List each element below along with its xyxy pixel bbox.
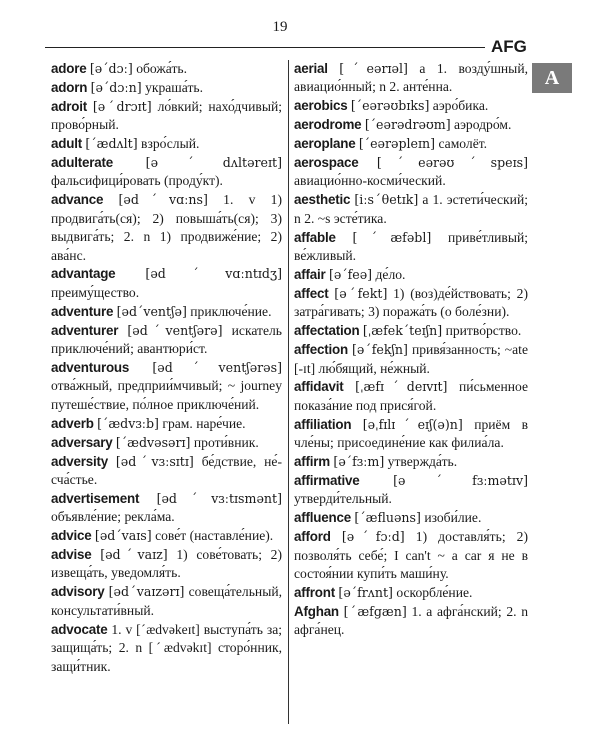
entry-definition: 1. a афга́нский; 2. n афга́нец.: [294, 603, 528, 638]
entry-definition: взро́слый.: [141, 136, 200, 152]
dictionary-entry: [294, 285, 528, 322]
letter-tab: A: [532, 63, 572, 93]
entry-transcription: [ədˊvɜːsɪtɪ]: [115, 453, 194, 469]
dictionary-entry: [51, 415, 282, 433]
column-divider: [288, 60, 289, 724]
entry-transcription: [əˊfɜːm]: [333, 454, 385, 470]
entry-transcription: [ˊeərəʊˊspeɪs]: [376, 155, 529, 171]
page-number: 19: [272, 19, 288, 35]
entry-transcription: [əˊdɔːn]: [90, 79, 142, 95]
dictionary-entry: [51, 79, 282, 97]
header-rule: [45, 47, 485, 48]
entry-definition: отва́жный, предприи́мчивый; ~ journey путеше́ствие, по́лное приключе́ний.: [51, 378, 282, 412]
entry-headword: affirm: [294, 454, 331, 470]
left-column: [51, 60, 282, 676]
entry-headword: affirmative: [294, 472, 360, 488]
entry-transcription: [ədˊvɑːntɪdʒ]: [145, 266, 282, 282]
entry-definition: утвержда́ть.: [387, 454, 458, 470]
right-column: [294, 60, 528, 640]
entry-transcription: [əˊfɔːd]: [341, 529, 405, 545]
entry-headword: afford: [294, 529, 331, 545]
dictionary-entry: [294, 453, 528, 471]
entry-transcription: [ˊæfluəns]: [354, 510, 421, 526]
entry-definition: ло́вкий; нахо́дчивый; прово́рный.: [51, 98, 282, 133]
entry-headword: adversity: [51, 453, 109, 469]
dictionary-entry: [51, 527, 282, 545]
dictionary-entry: [51, 434, 282, 452]
entry-definition: 1) сове́товать; 2) извеща́ть, уведомля́ть.: [51, 547, 282, 581]
entry-headword: adult: [51, 136, 82, 152]
entry-definition: a 1. эстети́ческий; n 2. ~s эсте́тика.: [294, 192, 528, 226]
entry-headword: adroit: [51, 98, 87, 114]
entry-headword: aerodrome: [294, 117, 362, 133]
entry-transcription: [əˊdɔː]: [89, 61, 133, 76]
entry-headword: adversary: [51, 434, 113, 450]
entry-transcription: [ədˊventʃə]: [116, 303, 187, 319]
dictionary-entry: [51, 60, 282, 78]
entry-headword: affront: [294, 584, 335, 600]
entry-definition: самолёт.: [438, 136, 488, 152]
dictionary-entry: [294, 584, 528, 602]
dictionary-entry: [51, 621, 282, 676]
entry-headword: adverb: [51, 415, 94, 431]
entry-headword: adore: [51, 61, 87, 76]
entry-transcription: [əˊfrʌnt]: [338, 584, 393, 600]
entry-headword: adorn: [51, 79, 88, 95]
entry-headword: affable: [294, 229, 336, 245]
entry-definition: притво́рство.: [445, 323, 522, 339]
entry-headword: aerobics: [294, 98, 348, 114]
dictionary-entry: [294, 154, 528, 191]
entry-definition: пи́сьменное показа́ние под прися́гой.: [294, 379, 528, 413]
entry-headword: adulterate: [51, 155, 113, 171]
entry-definition: сове́т (наставле́ние).: [155, 528, 274, 544]
entry-transcription: [əˊfekt]: [334, 285, 388, 301]
dictionary-entry: [51, 154, 282, 191]
entry-transcription: [əˊdʌltəreɪt]: [145, 155, 283, 171]
entry-transcription: [ˊæfgæn]: [343, 603, 407, 619]
entry-transcription: [əˌfɪlɪˊeɪʃ(ə)n]: [362, 416, 463, 432]
dictionary-entry: [51, 265, 282, 302]
entry-headword: advertisement: [51, 490, 140, 506]
dictionary-entry: [294, 97, 528, 115]
entry-headword: affection: [294, 342, 348, 358]
entry-transcription: [ədˊventʃərəs]: [152, 360, 283, 375]
entry-headword: adventure: [51, 303, 114, 319]
dictionary-entry: [294, 509, 528, 527]
dictionary-entry: [51, 453, 282, 490]
entry-headword: aerospace: [294, 155, 359, 171]
entry-headword: advance: [51, 192, 104, 208]
dictionary-entry: [51, 546, 282, 583]
dictionary-entry: [294, 60, 528, 97]
entry-headword: aesthetic: [294, 192, 351, 208]
dictionary-entry: [294, 378, 528, 415]
dictionary-entry: [294, 528, 528, 583]
entry-definition: 1) (воз)де́йствовать; 2) затра́гивать; 3) поража́ть (о боле́зни).: [294, 285, 528, 320]
entry-headword: advise: [51, 547, 92, 563]
entry-transcription: [ədˊvaɪs]: [94, 528, 152, 544]
entry-headword: aerial: [294, 61, 328, 76]
entry-transcription: [ˊædvɜːb]: [97, 415, 159, 431]
entry-headword: affidavit: [294, 379, 344, 395]
entry-definition: приключе́ние.: [190, 303, 272, 319]
entry-transcription: [ədˊvɜːtɪsmənt]: [156, 490, 282, 506]
entry-transcription: [ədˊvaɪzərɪ]: [108, 584, 185, 600]
entry-definition: оскорбле́ние.: [396, 584, 473, 600]
dictionary-entry: [294, 416, 528, 453]
dictionary-entry: [51, 322, 282, 359]
guide-word: AFG: [491, 37, 527, 56]
entry-transcription: [ədˊvaɪz]: [100, 547, 168, 563]
dictionary-entry: [294, 116, 528, 134]
entry-transcription: [ˌæfekˊteɪʃn]: [362, 323, 443, 339]
entry-definition: объявле́ние; рекла́ма.: [51, 509, 175, 525]
dictionary-entry: [51, 135, 282, 153]
entry-headword: affectation: [294, 323, 360, 339]
entry-transcription: [iːsˊθetɪk]: [354, 192, 419, 208]
entry-headword: affair: [294, 266, 326, 282]
dictionary-entry: [51, 359, 282, 414]
entry-definition: де́ло.: [375, 266, 406, 282]
entry-headword: affluence: [294, 510, 351, 526]
entry-transcription: [ədˊventʃərə]: [127, 322, 223, 338]
entry-definition: 1. v [ˊædvəkeɪt] выступа́ть за; защища́ть; 2. n [ˊædvəkɪt] сторо́нник, защи́тник.: [51, 621, 282, 674]
entry-definition: аэродро́м.: [454, 117, 512, 133]
entry-transcription: [ˊeərəʊbɪks]: [350, 98, 430, 114]
dictionary-entry: [51, 583, 282, 620]
entry-headword: advantage: [51, 266, 116, 282]
dictionary-entry: [294, 135, 528, 153]
entry-definition: привя́занность; ~ate [-ɪt] лю́бящий, не́жный.: [294, 342, 528, 376]
entry-transcription: [əˊdrɔɪt]: [92, 98, 152, 114]
entry-headword: affect: [294, 285, 329, 301]
dictionary-entry: [294, 191, 528, 228]
entry-definition: бе́дствие, не́-сча́стье.: [51, 453, 282, 487]
entry-transcription: [əˊfɜːmətɪv]: [393, 472, 528, 488]
entry-definition: фальсифици́ровать (проду́кт).: [51, 173, 223, 189]
entry-transcription: [əˊfeə]: [328, 266, 373, 282]
entry-definition: приве́тливый; ве́жливый.: [294, 229, 528, 264]
entry-headword: affiliation: [294, 416, 352, 432]
entry-headword: advisory: [51, 584, 105, 600]
entry-definition: 1. v 1) продвига́ть(ся); 2) повыша́ть(ся); 3) выдвига́ть; 2. n 1) продвиже́ние; 2) ава́нс.: [51, 192, 282, 263]
dictionary-entry: [294, 341, 528, 378]
entry-headword: Afghan: [294, 603, 339, 619]
dictionary-entry: [51, 98, 282, 135]
dictionary-entry: [51, 303, 282, 321]
entry-definition: совеща́тельный, консультати́вный.: [51, 584, 282, 618]
entry-definition: аэро́бика.: [432, 98, 489, 114]
dictionary-entry: [51, 490, 282, 527]
entry-transcription: [ˊæfəbl]: [352, 229, 432, 245]
dictionary-entry: [294, 322, 528, 340]
entry-transcription: [ˊædʌlt]: [85, 136, 138, 152]
dictionary-entry: [294, 603, 528, 640]
dictionary-entry: [294, 472, 528, 509]
entry-definition: 1) доставля́ть; 2) позволя́ть себе́; I can't ~ a car я не в состоя́нии купи́ть маши́ну.: [294, 529, 528, 581]
entry-transcription: [əˊfekʃn]: [351, 342, 408, 358]
entry-transcription: [ədˊvɑːns]: [118, 192, 208, 208]
dictionary-entry: [294, 229, 528, 266]
entry-definition: проти́вник.: [193, 434, 259, 450]
entry-definition: преиму́щество.: [51, 284, 140, 300]
entry-transcription: [ˌæfɪˊdeɪvɪt]: [355, 379, 448, 395]
entry-definition: искатель приключе́ний; авантюри́ст.: [51, 322, 282, 357]
entry-definition: грам. наре́чие.: [162, 415, 246, 431]
entry-transcription: [ˊædvəsərɪ]: [115, 434, 191, 450]
entry-headword: adventurer: [51, 322, 119, 338]
entry-headword: aeroplane: [294, 136, 356, 152]
entry-transcription: [ˊeərɪəl]: [339, 61, 408, 76]
entry-headword: adventurous: [51, 360, 130, 375]
entry-transcription: [ˊeərəpleɪn]: [358, 136, 436, 152]
entry-definition: a 1. возду́шный, авиацио́нный; n 2. анте́нна.: [294, 61, 528, 95]
entry-transcription: [ˊeərədrəʊm]: [364, 117, 451, 133]
entry-definition: украша́ть.: [145, 79, 203, 95]
dictionary-entry: [294, 266, 528, 284]
entry-definition: приём в чле́ны; присоедине́ние как филиа́ла.: [294, 416, 528, 451]
entry-headword: advice: [51, 528, 92, 544]
entry-definition: изоби́лие.: [424, 510, 482, 526]
entry-headword: advocate: [51, 621, 108, 637]
entry-definition: обожа́ть.: [136, 61, 188, 76]
entry-definition: авиацио́нно-косми́ческий.: [294, 173, 446, 189]
dictionary-entry: [51, 191, 282, 265]
entry-definition: утверди́тельный.: [294, 491, 392, 507]
